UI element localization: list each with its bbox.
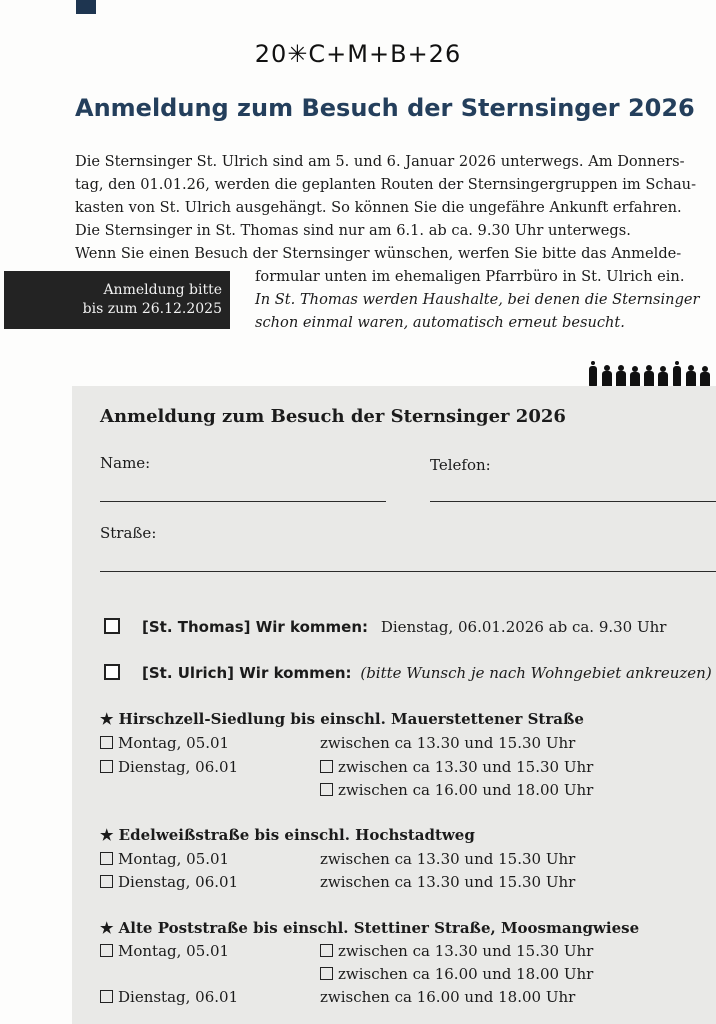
time-label: zwischen ca 13.30 und 15.30 Uhr bbox=[320, 850, 576, 868]
name-label: Name: bbox=[100, 454, 151, 472]
phone-field[interactable] bbox=[430, 501, 716, 502]
st-ulrich-label: [St. Ulrich] Wir kommen: bbox=[142, 664, 352, 682]
day-label: Montag, 05.01 bbox=[118, 734, 230, 752]
time-label: zwischen ca 13.30 und 15.30 Uhr bbox=[320, 873, 576, 891]
deadline-banner bbox=[4, 271, 230, 329]
checkbox-icon[interactable] bbox=[320, 760, 333, 773]
intro-line-italic: schon einmal waren, automatisch erneut besucht. bbox=[255, 314, 625, 331]
checkbox-icon[interactable] bbox=[100, 944, 113, 957]
checkbox-icon[interactable] bbox=[320, 944, 333, 957]
time-label: zwischen ca 16.00 und 18.00 Uhr bbox=[338, 965, 594, 983]
checkbox-icon[interactable] bbox=[100, 990, 113, 1003]
time-option[interactable] bbox=[320, 942, 593, 960]
intro-line: kasten von St. Ulrich ausgehängt. So können Sie die ungefähre Ankunft erfahren. bbox=[75, 199, 682, 216]
day-label: Dienstag, 06.01 bbox=[118, 758, 239, 776]
day-label: Dienstag, 06.01 bbox=[118, 988, 239, 1006]
page-title: Anmeldung zum Besuch der Sternsinger 2026 bbox=[75, 94, 695, 122]
checkbox-icon[interactable] bbox=[320, 783, 333, 796]
time-label: zwischen ca 13.30 und 15.30 Uhr bbox=[338, 758, 594, 776]
option-row[interactable] bbox=[100, 758, 238, 776]
area-title: ★ Edelweißstraße bis einschl. Hochstadtweg bbox=[100, 826, 475, 844]
intro-line: Wenn Sie einen Besuch der Sternsinger wünschen, werfen Sie bitte das Anmelde- bbox=[75, 245, 682, 262]
corner-accent-block bbox=[76, 0, 96, 14]
intro-line: tag, den 01.01.26, werden die geplanten Routen der Sternsingergruppen im Schau- bbox=[75, 176, 697, 193]
area-title: ★ Hirschzell-Siedlung bis einschl. Mauerstettener Straße bbox=[100, 710, 584, 728]
option-row[interactable] bbox=[100, 734, 229, 752]
phone-label: Telefon: bbox=[430, 456, 491, 474]
time-label: zwischen ca 16.00 und 18.00 Uhr bbox=[338, 781, 594, 799]
option-row[interactable] bbox=[100, 873, 238, 891]
intro-line: formular unten im ehemaligen Pfarrbüro in St. Ulrich ein. bbox=[255, 268, 685, 285]
intro-line-italic: In St. Thomas werden Haushalte, bei denen die Sternsinger bbox=[255, 291, 700, 308]
st-ulrich-option bbox=[142, 664, 712, 682]
checkbox-icon[interactable] bbox=[320, 967, 333, 980]
st-thomas-option bbox=[142, 618, 666, 636]
option-row[interactable] bbox=[100, 988, 238, 1006]
street-field[interactable] bbox=[100, 571, 716, 572]
deadline-line: Anmeldung bitte bbox=[103, 282, 222, 298]
day-label: Dienstag, 06.01 bbox=[118, 873, 239, 891]
st-ulrich-detail: (bitte Wunsch je nach Wohngebiet ankreuzen) bbox=[360, 664, 712, 682]
intro-line: Die Sternsinger in St. Thomas sind nur am 6.1. ab ca. 9.30 Uhr unterwegs. bbox=[75, 222, 631, 239]
time-label: zwischen ca 13.30 und 15.30 Uhr bbox=[338, 942, 594, 960]
option-row[interactable] bbox=[100, 942, 229, 960]
intro-line: Die Sternsinger St. Ulrich sind am 5. und 6. Januar 2026 unterwegs. Am Donners- bbox=[75, 153, 685, 170]
st-ulrich-checkbox[interactable] bbox=[104, 664, 120, 680]
time-label: zwischen ca 16.00 und 18.00 Uhr bbox=[320, 988, 576, 1006]
checkbox-icon[interactable] bbox=[100, 760, 113, 773]
area-title: ★ Alte Poststraße bis einschl. Stettiner Straße, Moosmangwiese bbox=[100, 919, 640, 937]
time-option[interactable] bbox=[320, 758, 593, 776]
time-option[interactable] bbox=[320, 781, 593, 799]
checkbox-icon[interactable] bbox=[100, 852, 113, 865]
checkbox-icon[interactable] bbox=[100, 875, 113, 888]
registration-form bbox=[72, 386, 716, 1024]
blessing-formula: 20✳C+M+B+26 bbox=[254, 40, 462, 68]
time-label: zwischen ca 13.30 und 15.30 Uhr bbox=[320, 734, 576, 752]
name-field[interactable] bbox=[100, 501, 386, 502]
street-label: Straße: bbox=[100, 524, 157, 542]
day-label: Montag, 05.01 bbox=[118, 942, 230, 960]
time-option[interactable] bbox=[320, 965, 593, 983]
option-row[interactable] bbox=[100, 850, 229, 868]
day-label: Montag, 05.01 bbox=[118, 850, 230, 868]
checkbox-icon[interactable] bbox=[100, 736, 113, 749]
deadline-date: bis zum 26.12.2025 bbox=[82, 301, 222, 317]
st-thomas-detail: Dienstag, 06.01.2026 ab ca. 9.30 Uhr bbox=[380, 618, 667, 636]
form-title: Anmeldung zum Besuch der Sternsinger 2026 bbox=[100, 406, 566, 427]
st-thomas-checkbox[interactable] bbox=[104, 618, 120, 634]
st-thomas-label: [St. Thomas] Wir kommen: bbox=[142, 618, 369, 636]
